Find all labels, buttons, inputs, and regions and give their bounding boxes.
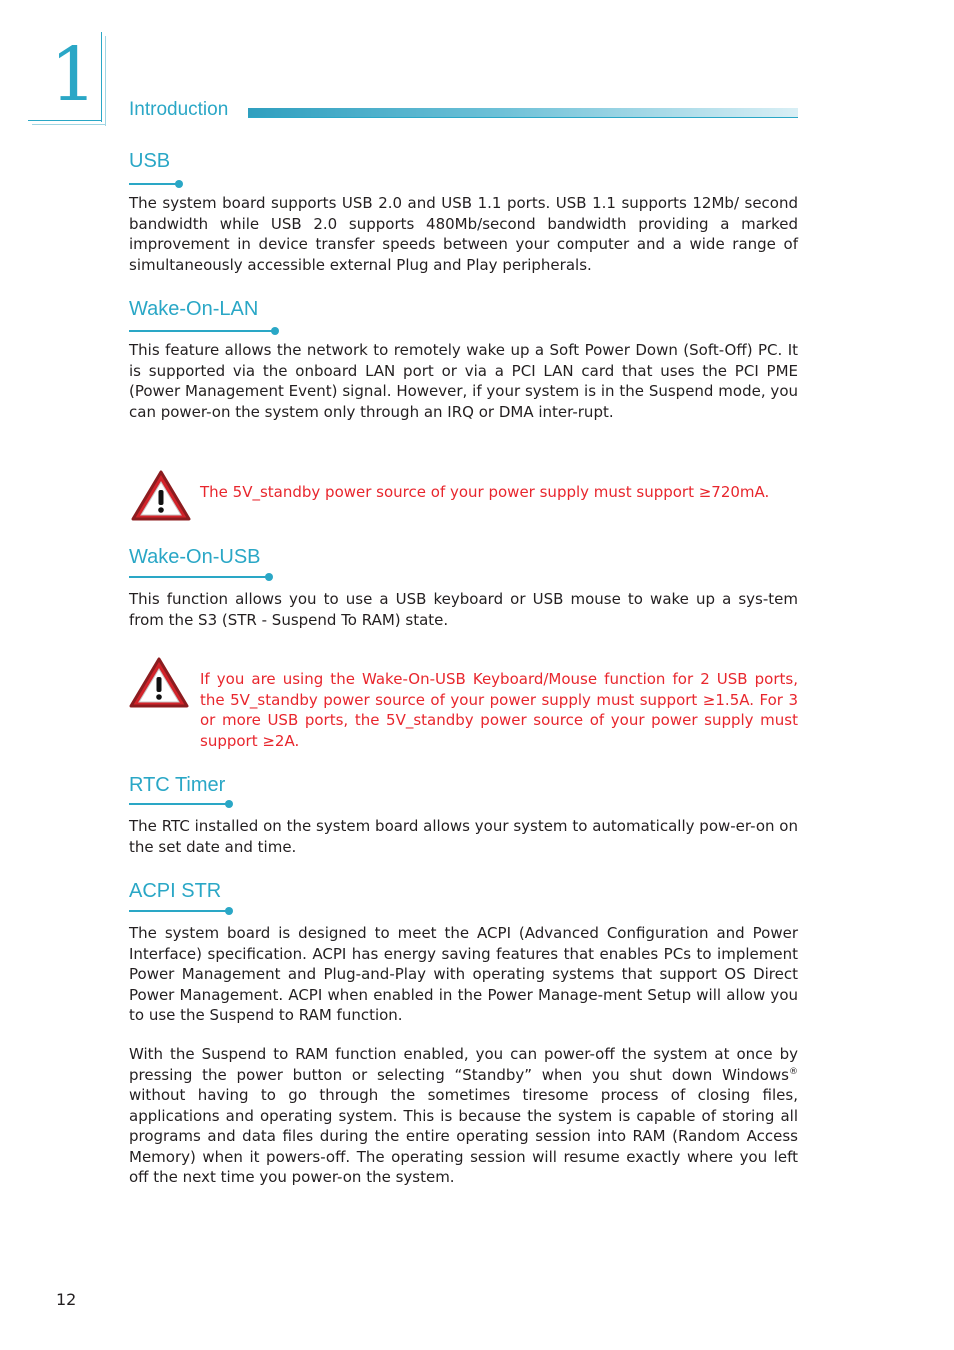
section-title-acpi-str: ACPI STR <box>129 880 222 902</box>
chapter-frame-line <box>105 36 106 126</box>
warning-triangle-icon <box>128 656 190 710</box>
section-title-wake-on-usb: Wake-On-USB <box>129 546 261 568</box>
chapter-frame-line <box>32 124 106 125</box>
acpi-str-body-2-part-b: without having to go through the sometimes tiresome process of closing files, applications and operating system. This is because the system is capable of storing all programs and data files during the entire operating session into RAM (Random Access Memory) when it powers-off. The operating session will resume exactly where you left off the next time you power-on the system. <box>129 1086 798 1186</box>
underline-dot <box>175 180 183 188</box>
chapter-frame-line <box>101 32 102 122</box>
acpi-str-body-1: The system board is designed to meet the ACPI (Advanced Configuration and Power Interface) specification. ACPI has energy saving features that enables PCs to implement Power Management and Plug-and-Play with operating systems that support OS Direct Power Management. ACPI when enabled in the Power Manage-ment Setup will allow you to use the Suspend to RAM function. <box>129 924 798 1024</box>
rtc-timer-body: The RTC installed on the system board allows your system to automatically pow-er-on on the set date and time. <box>129 817 798 856</box>
acpi-str-body-2 <box>129 1044 798 1188</box>
section-underline <box>129 183 179 185</box>
warning-text-wake-on-usb: If you are using the Wake-On-USB Keyboard/Mouse function for 2 USB ports, the 5V_standby power source of your power supply must support ≥1.5A. For 3 or more USB ports, the 5V_standby power source of your power supply must support ≥2A. <box>200 670 798 750</box>
section-title-usb: USB <box>129 150 171 172</box>
warning-triangle-icon <box>130 469 192 523</box>
underline-dot <box>265 573 273 581</box>
registered-mark: ® <box>789 1066 798 1077</box>
page-number: 12 <box>56 1290 77 1309</box>
section-title-rtc-timer: RTC Timer <box>129 774 226 796</box>
warning-text-wake-on-lan: The 5V_standby power source of your power supply must support ≥720mA. <box>200 483 770 501</box>
usb-body: The system board supports USB 2.0 and USB 1.1 ports. USB 1.1 supports 12Mb/ second bandwidth while USB 2.0 supports 480Mb/second bandwidth providing a marked improvement in device transfer speeds between your computer and a wide range of simultaneously accessible external Plug and Play peripherals. <box>129 194 798 274</box>
section-underline <box>129 803 229 805</box>
wake-on-lan-body: This feature allows the network to remotely wake up a Soft Power Down (Soft-Off) PC. It is supported via the onboard LAN port or via a PCI LAN card that uses the PCI PME (Power Management Event) signal. However, if your system is in the Suspend mode, you can power-on the system only through an IRQ or DMA inter-rupt. <box>129 341 798 421</box>
section-underline <box>129 910 229 912</box>
chapter-title: Introduction <box>129 99 229 120</box>
chapter-header-rule <box>248 117 798 118</box>
section-title-wake-on-lan: Wake-On-LAN <box>129 298 259 320</box>
section-underline <box>129 330 275 332</box>
chapter-number: 1 <box>50 32 98 118</box>
underline-dot <box>225 907 233 915</box>
chapter-frame-line <box>28 120 102 121</box>
acpi-str-body-2-part-a: With the Suspend to RAM function enabled, you can power-off the system at once by pressing the power button or selecting “Standby” when you shut down Windows <box>129 1045 798 1084</box>
underline-dot <box>225 800 233 808</box>
underline-dot <box>271 327 279 335</box>
wake-on-usb-body: This function allows you to use a USB keyboard or USB mouse to wake up a sys-tem from the S3 (STR - Suspend To RAM) state. <box>129 590 798 629</box>
section-underline <box>129 576 269 578</box>
